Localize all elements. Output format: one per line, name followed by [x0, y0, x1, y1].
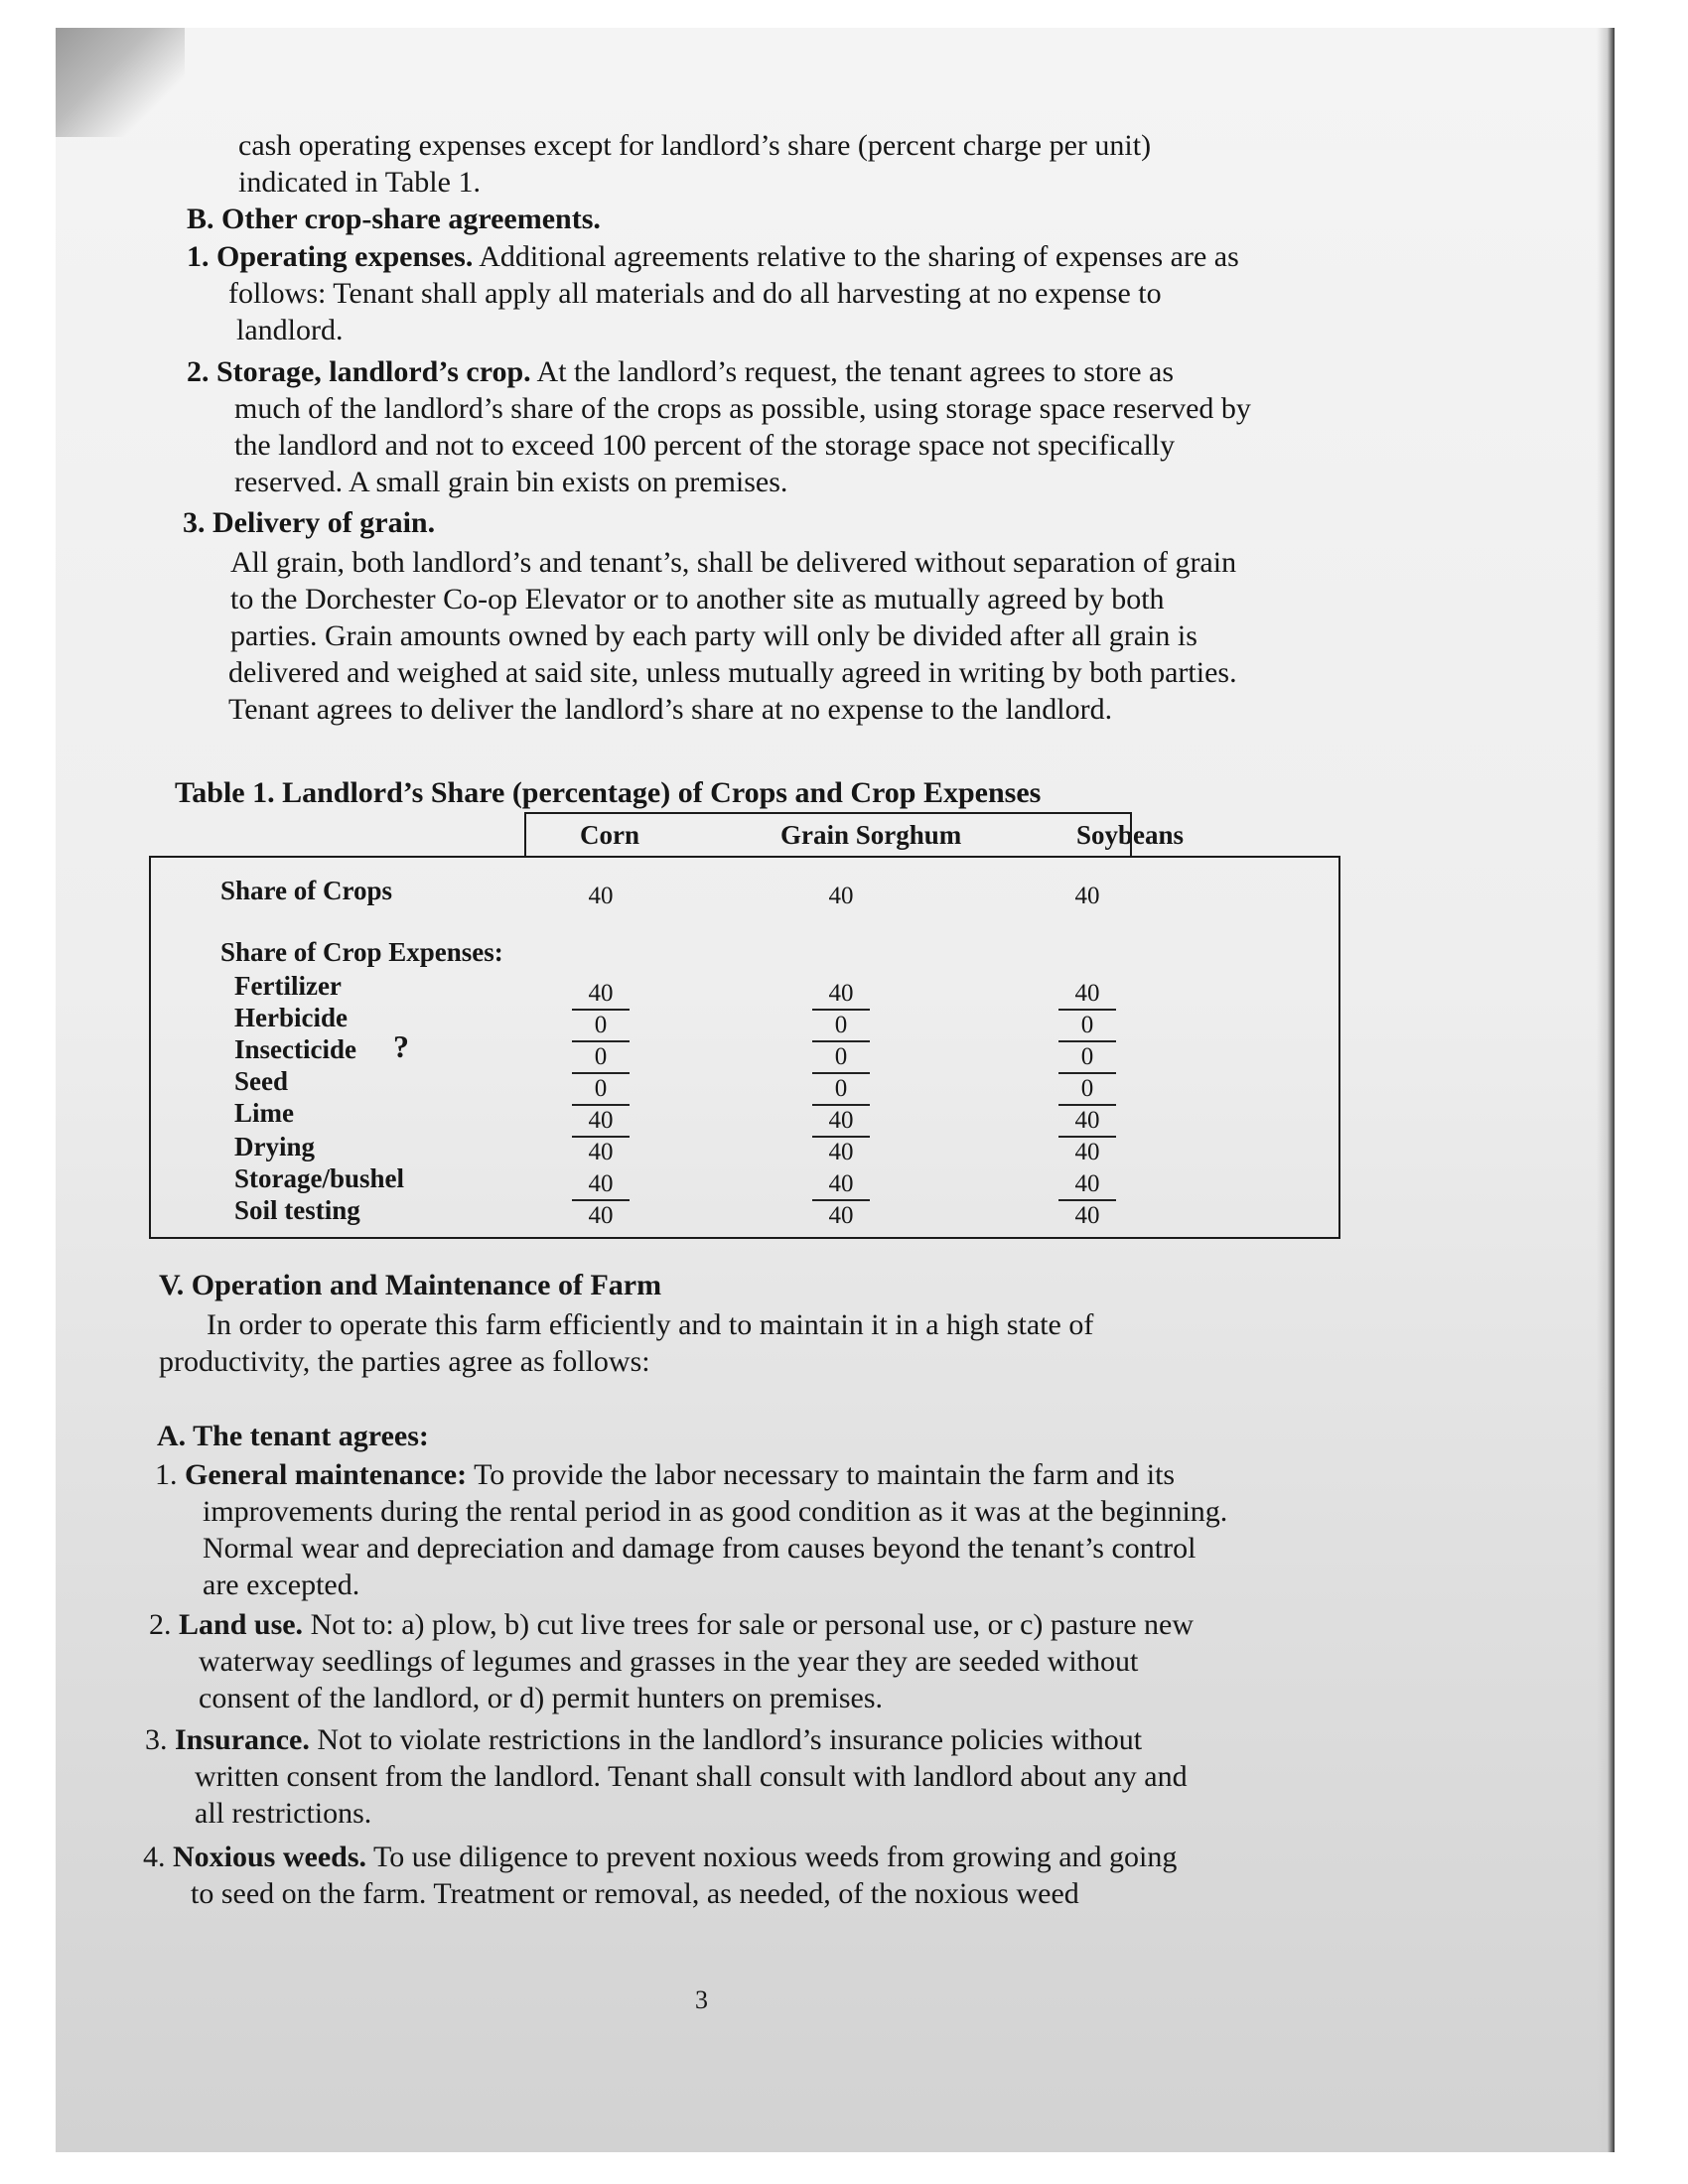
column-header-soybeans: Soybeans [1076, 820, 1185, 850]
item-text: To provide the labor necessary to maintain the farm and its [474, 1458, 1176, 1491]
row-label-seed: Seed [234, 1066, 288, 1096]
share-of-crop-expenses-heading: Share of Crop Expenses: [220, 937, 503, 967]
section-b-item-2 [187, 353, 1174, 390]
seed-corn: 0 [572, 1074, 630, 1106]
section-v-item-2 [149, 1606, 1194, 1643]
share-of-crops-sorghum: 40 [828, 883, 854, 909]
item-title: Land use. [179, 1608, 304, 1641]
section-v-heading: V. Operation and Maintenance of Farm [159, 1269, 662, 1301]
item-text: At the landlord’s request, the tenant agrees to store as [536, 355, 1175, 388]
item-number: 1. [187, 240, 210, 273]
section-b-item-3-line-1: All grain, both landlord’s and tenant’s, shall be delivered without separation of grain [230, 546, 1237, 579]
storage-soybeans: 40 [1058, 1169, 1116, 1201]
section-b-item-1-line-3: landlord. [236, 314, 344, 346]
section-v-item-3 [145, 1721, 1142, 1758]
row-label-drying: Drying [234, 1132, 315, 1161]
item-title: General maintenance: [185, 1458, 468, 1491]
fertilizer-sorghum: 40 [812, 979, 870, 1011]
herbicide-sorghum: 0 [812, 1011, 870, 1042]
lime-corn: 40 [572, 1106, 630, 1138]
table-caption: Table 1. Landlord’s Share (percentage) of Crops and Crop Expenses [175, 776, 1042, 809]
section-v-item-4-line-2: to seed on the farm. Treatment or removal, as needed, of the noxious weed [191, 1877, 1079, 1910]
page-number: 3 [695, 1985, 708, 2014]
item-title: Storage, landlord’s crop. [216, 355, 531, 388]
item-title: Insurance. [175, 1723, 310, 1756]
section-b-item-2-line-4: reserved. A small grain bin exists on premises. [234, 466, 788, 498]
item-title: Delivery of grain. [212, 506, 436, 539]
section-v-item-1-line-2: improvements during the rental period in as good condition as it was at the beginning. [203, 1495, 1228, 1528]
folded-corner [56, 28, 185, 137]
intro-line-1: cash operating expenses except for landlord’s share (percent charge per unit) [238, 129, 1152, 162]
item-text: Not to violate restrictions in the landlord’s insurance policies without [317, 1723, 1143, 1756]
section-b-item-2-line-2: much of the landlord’s share of the crops as possible, using storage space reserved by [234, 392, 1251, 425]
item-number: 2. [149, 1608, 172, 1641]
intro-line-2: indicated in Table 1. [238, 166, 481, 199]
share-of-crops-soybeans: 40 [1074, 883, 1100, 909]
insecticide-sorghum: 0 [812, 1042, 870, 1074]
section-b-item-2-line-3: the landlord and not to exceed 100 percent of the storage space not specifically [234, 429, 1176, 462]
item-number: 4. [143, 1841, 166, 1873]
section-b-item-3-line-3: parties. Grain amounts owned by each party will only be divided after all grain is [230, 619, 1197, 652]
share-of-crops-corn: 40 [588, 883, 614, 909]
row-label-insecticide: Insecticide [234, 1034, 356, 1064]
subsection-a-heading: A. The tenant agrees: [157, 1420, 429, 1452]
share-of-crops-label: Share of Crops [220, 876, 393, 905]
fertilizer-soybeans: 40 [1058, 979, 1116, 1011]
section-v-intro-line-2: productivity, the parties agree as follows: [159, 1345, 650, 1378]
section-b-item-3-line-4: delivered and weighed at said site, unless mutually agreed in writing by both parties. [228, 656, 1237, 689]
seed-soybeans: 0 [1058, 1074, 1116, 1106]
herbicide-corn: 0 [572, 1011, 630, 1042]
item-number: 3. [183, 506, 206, 539]
section-b-item-3 [183, 504, 435, 541]
item-title: Operating expenses. [216, 240, 474, 273]
item-number: 3. [145, 1723, 168, 1756]
handwritten-question-mark: ? [393, 1028, 409, 1064]
section-v-item-2-line-3: consent of the landlord, or d) permit hunters on premises. [199, 1682, 884, 1714]
storage-sorghum: 40 [812, 1169, 870, 1201]
item-text: Additional agreements relative to the sharing of expenses are as [479, 240, 1239, 273]
item-number: 2. [187, 355, 210, 388]
insecticide-corn: 0 [572, 1042, 630, 1074]
column-header-grain-sorghum: Grain Sorghum [780, 820, 962, 850]
section-b-item-3-line-2: to the Dorchester Co-op Elevator or to another site as mutually agreed by both [230, 583, 1165, 615]
fertilizer-corn: 40 [572, 979, 630, 1011]
section-v-item-1 [155, 1456, 1175, 1493]
herbicide-soybeans: 0 [1058, 1011, 1116, 1042]
lime-sorghum: 40 [812, 1106, 870, 1138]
section-b-item-1 [187, 238, 1239, 275]
section-v-item-1-line-4: are excepted. [203, 1569, 360, 1601]
drying-sorghum: 40 [828, 1139, 854, 1165]
storage-corn: 40 [572, 1169, 630, 1201]
column-header-corn: Corn [580, 820, 639, 850]
insecticide-soybeans: 0 [1058, 1042, 1116, 1074]
row-label-storage-bushel: Storage/bushel [234, 1163, 405, 1193]
item-number: 1. [155, 1458, 178, 1491]
item-title: Noxious weeds. [173, 1841, 367, 1873]
page-edge-shadow [1597, 28, 1615, 2152]
section-v-item-3-line-3: all restrictions. [195, 1797, 372, 1830]
section-v-intro-line-1: In order to operate this farm efficiently and to maintain it in a high state of [207, 1308, 1094, 1341]
soil-testing-corn: 40 [588, 1202, 614, 1229]
soil-testing-soybeans: 40 [1074, 1202, 1100, 1229]
row-label-fertilizer: Fertilizer [234, 971, 342, 1001]
item-text: To use diligence to prevent noxious weeds from growing and going [372, 1841, 1178, 1873]
row-label-lime: Lime [234, 1098, 294, 1128]
drying-soybeans: 40 [1074, 1139, 1100, 1165]
drying-corn: 40 [588, 1139, 614, 1165]
section-b-heading: B. Other crop-share agreements. [187, 203, 601, 235]
row-label-soil-testing: Soil testing [234, 1195, 360, 1225]
soil-testing-sorghum: 40 [828, 1202, 854, 1229]
seed-sorghum: 0 [812, 1074, 870, 1106]
section-v-item-3-line-2: written consent from the landlord. Tenant shall consult with landlord about any and [195, 1760, 1188, 1793]
section-b-item-3-line-5: Tenant agrees to deliver the landlord’s share at no expense to the landlord. [228, 693, 1113, 726]
section-v-item-4 [143, 1839, 1177, 1875]
row-label-herbicide: Herbicide [234, 1003, 348, 1032]
item-text: Not to: a) plow, b) cut live trees for sale or personal use, or c) pasture new [310, 1608, 1194, 1641]
section-v-item-1-line-3: Normal wear and depreciation and damage from causes beyond the tenant’s control [203, 1532, 1196, 1565]
lime-soybeans: 40 [1058, 1106, 1116, 1138]
section-b-item-1-line-2: follows: Tenant shall apply all materials and do all harvesting at no expense to [228, 277, 1162, 310]
section-v-item-2-line-2: waterway seedlings of legumes and grasses in the year they are seeded without [199, 1645, 1139, 1678]
